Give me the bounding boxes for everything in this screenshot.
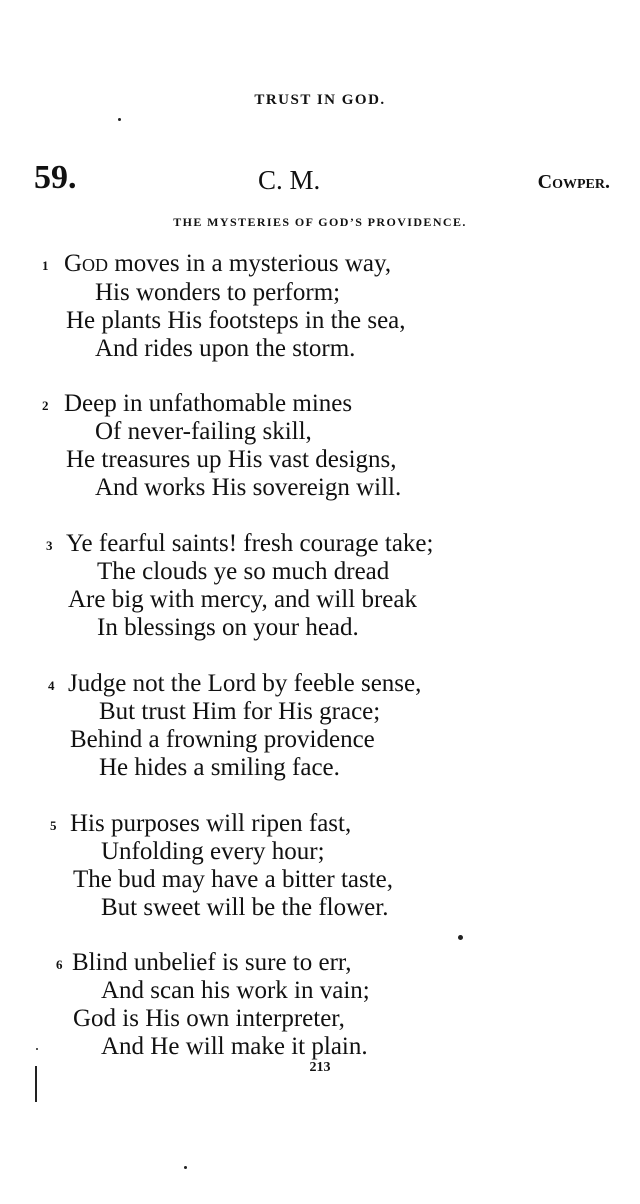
hymn-author: Cowper. — [537, 171, 610, 193]
verse-number: 3 — [46, 538, 53, 553]
stanza-line: God is His own interpreter, — [73, 1005, 345, 1032]
verse-number: 4 — [48, 678, 55, 693]
scan-speck — [184, 1166, 187, 1169]
hymn-header — [0, 160, 640, 200]
stanza-line: But sweet will be the flower. — [101, 894, 389, 921]
stanza-line: And works His sovereign will. — [95, 474, 402, 501]
scan-speck — [36, 1048, 38, 1050]
verse-number: 2 — [42, 398, 49, 413]
stanza-line: And scan his work in vain; — [101, 977, 370, 1004]
stanza-line: The clouds ye so much dread — [97, 558, 390, 585]
hymn-meter: C. M. — [258, 165, 321, 195]
running-head: TRUST IN GOD. — [254, 92, 386, 108]
stanza-line: He hides a smiling face. — [99, 754, 340, 781]
scan-speck — [458, 935, 463, 940]
stanza-line: In blessings on your head. — [97, 614, 359, 641]
stanza-line: He treasures up His vast designs, — [66, 446, 397, 473]
stanza-line: Deep in unfathomable mines — [64, 390, 353, 417]
stanza-line: Of never-failing skill, — [95, 418, 312, 445]
margin-mark — [35, 1066, 37, 1102]
stanza-line: The bud may have a bitter taste, — [73, 866, 394, 893]
hymn-number: 59. — [34, 160, 77, 196]
stanza-line: Are big with mercy, and will break — [68, 586, 417, 613]
stanza-line: Judge not the Lord by feeble sense, — [68, 670, 422, 697]
scan-speck — [118, 118, 121, 121]
stanza-line: And He will make it plain. — [101, 1033, 368, 1060]
stanza-line: His wonders to perform; — [95, 279, 341, 306]
line-text: moves in a mysterious way, — [108, 250, 392, 277]
verse-number: 6 — [56, 957, 63, 972]
stanza-line: Behind a frowning providence — [70, 726, 375, 753]
line-lead-word: God — [64, 250, 109, 277]
verse-number: 5 — [50, 818, 57, 833]
hymn-subtitle: THE MYSTERIES OF GOD’S PROVIDENCE. — [173, 215, 467, 229]
stanza-line — [64, 249, 391, 279]
stanza-line: But trust Him for His grace; — [99, 698, 381, 725]
stanza-line: And rides upon the storm. — [95, 335, 356, 362]
page-number: 213 — [309, 1060, 331, 1075]
stanza-line: His purposes will ripen fast, — [70, 810, 352, 837]
verse-number: 1 — [42, 258, 49, 273]
stanza-line: Unfolding every hour; — [101, 838, 325, 865]
stanza-line: He plants His footsteps in the sea, — [66, 307, 406, 334]
stanza-line: Blind unbelief is sure to err, — [72, 949, 352, 976]
stanza-line: Ye fearful saints! fresh courage take; — [66, 530, 434, 557]
